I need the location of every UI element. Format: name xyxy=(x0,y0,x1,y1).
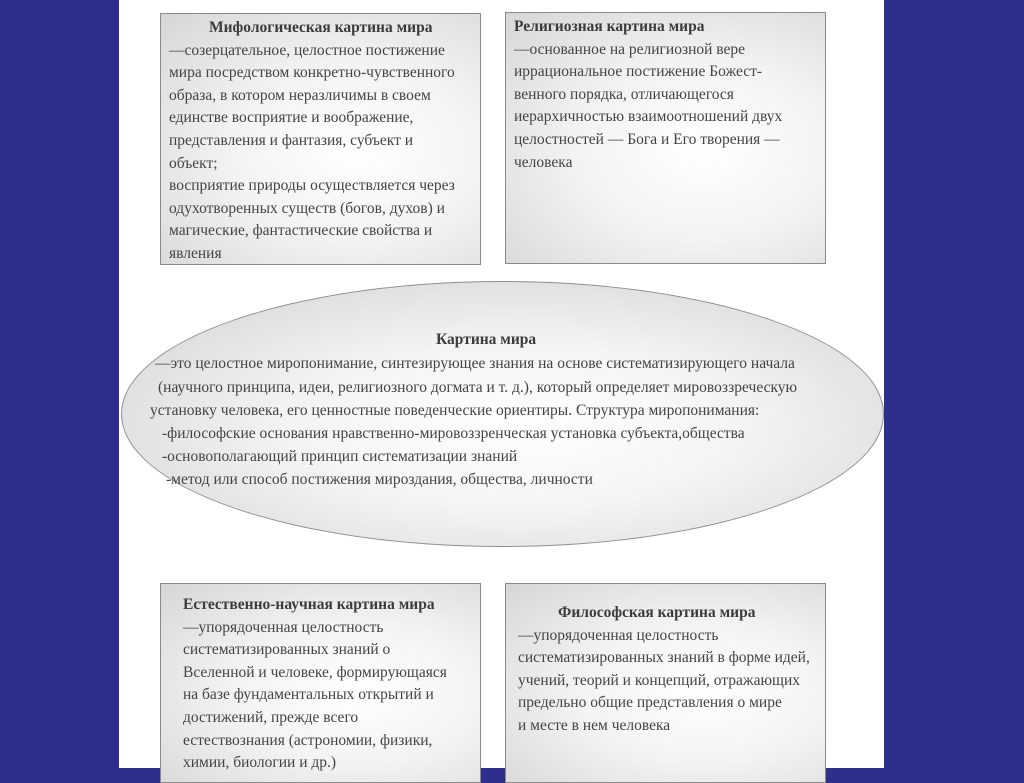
worldview-title: Картина мира xyxy=(436,331,537,348)
worldview-line-1: —это целостное миропонимание, синтезирующее знания на основе систематизирующего начала xyxy=(155,355,795,372)
worldview-line-4: -философские основания нравственно-мировоззренческая установка субъекта,общества xyxy=(162,425,745,442)
natural-science-text: —упорядоченная целостность систематизированных знаний о Вселенной и человеке, формирующаяся на базе фундаментальных открытий и достижений, прежде всего естествознания (астрономии, физики, химии, биологии и др.) xyxy=(183,618,447,772)
natural-science-worldview-box xyxy=(160,583,481,783)
slide-page xyxy=(119,0,884,772)
worldview-line-2: (научного принципа, идеи, религиозного догмата и т. д.), который определяет мировоззреческую xyxy=(158,379,798,396)
philosophical-title: Философская картина мира xyxy=(558,604,756,621)
worldview-line-6: -метод или способ постижения мироздания, общества, личности xyxy=(166,471,593,488)
worldview-definition-ellipse xyxy=(121,281,884,547)
philosophical-text: —упорядоченная целостность систематизированных знаний в форме идей, учений, теорий и концепций, отражающих предельно общие представления о мире и месте в нем человека xyxy=(518,626,810,734)
mythological-title: Мифологическая картина мира xyxy=(209,19,433,36)
religious-text: —основанное на религиозной вере иррациональное постижение Божест- венного порядка, отличающегося иерархичностью взаимоотношений двух целостностей — Бога и Его творения — человека xyxy=(514,40,783,171)
religious-title: Религиозная картина мира xyxy=(514,18,705,35)
worldview-line-3: установку человека, его ценностные поведенческие ориентиры. Структура миропонимания: xyxy=(150,402,760,419)
religious-worldview-box xyxy=(505,12,826,264)
worldview-line-5: -основополагающий принцип систематизации знаний xyxy=(162,448,518,465)
mythological-worldview-box xyxy=(160,13,481,265)
philosophical-worldview-box xyxy=(505,583,826,783)
natural-science-title: Естественно-научная картина мира xyxy=(183,596,435,613)
mythological-text: —созерцательное, целостное постижение мира посредством конкретно-чувственного образа, в котором неразличимы в своем единстве восприятие и воображение, представления и фантазия, субъект и объект; восприятие природы осуществляется через одухотворенных существ (богов, духов) и магические, фантастические свойства и явления xyxy=(169,41,455,262)
